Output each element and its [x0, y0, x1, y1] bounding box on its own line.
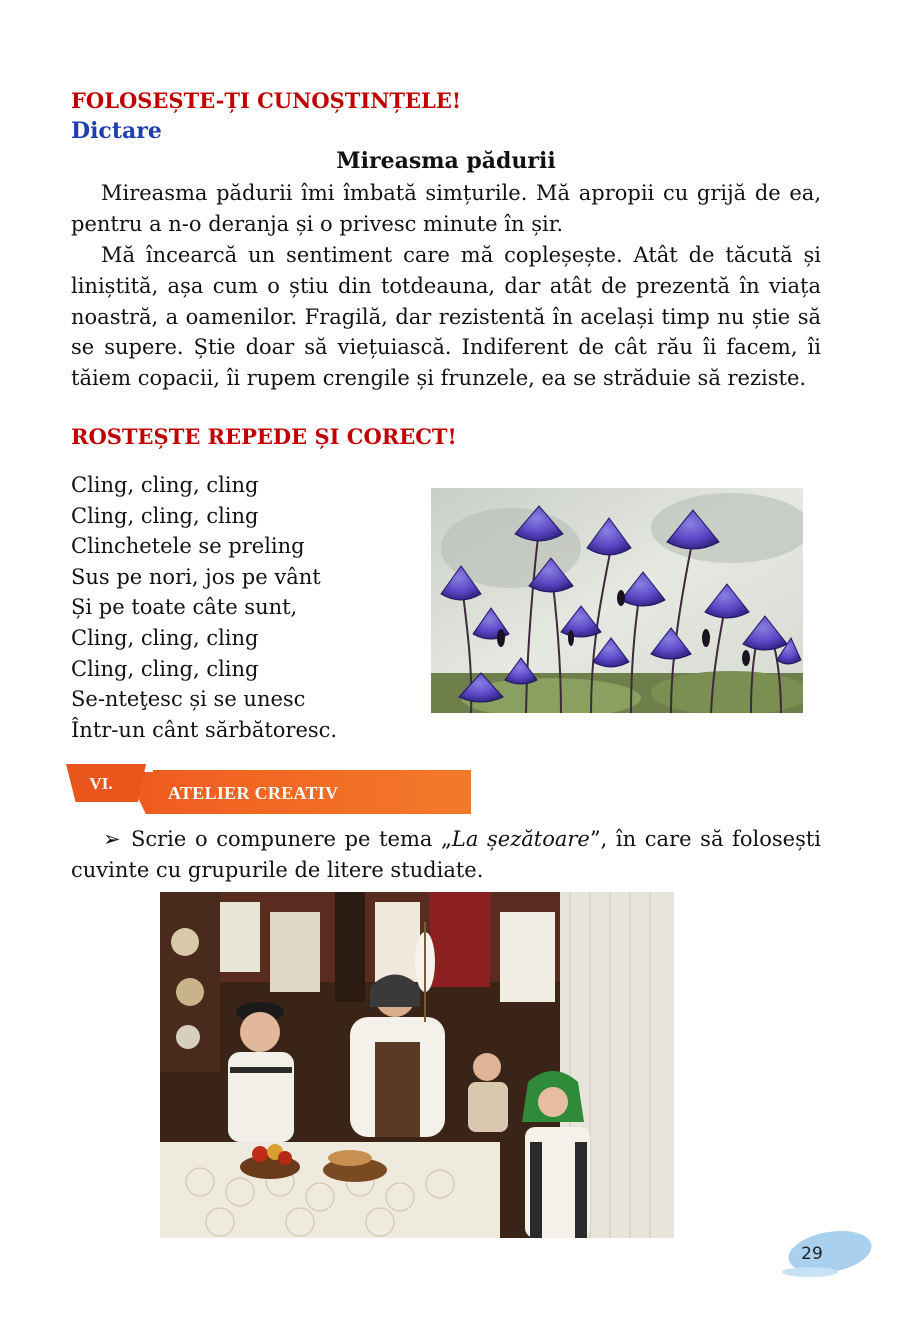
poem-line: Sus pe nori, jos pe vânt [71, 564, 321, 589]
bellflowers-photo [431, 488, 803, 713]
arrow-bullet-icon: ➢ [103, 827, 121, 851]
task-text-before: Scrie o compunere pe tema „ [131, 827, 452, 851]
sezatoare-photo [160, 892, 674, 1238]
use-knowledge-heading: FOLOSEȘTE-ȚI CUNOȘTINȚELE! [71, 88, 462, 113]
atelier-title: ATELIER CREATIV [168, 783, 339, 803]
page-number: 29 [801, 1244, 823, 1264]
poem-line: Cling, cling, cling [71, 625, 259, 650]
atelier-number: VI. [89, 774, 113, 793]
poem-line: Se-nteţesc și se unesc [71, 687, 306, 712]
tongue-twister-heading: ROSTEȘTE REPEDE ȘI CORECT! [71, 424, 457, 449]
poem-line: Cling, cling, cling [71, 473, 259, 497]
task-text-after: ”, în care să folosești cuvinte cu grupurile de litere studiate. [71, 827, 822, 882]
writing-task [71, 824, 821, 886]
poem-line: Cling, cling, cling [71, 503, 259, 528]
dictation-label: Dictare [71, 118, 162, 144]
dictation-paragraph-1: Mireasma pădurii îmi îmbată simțurile. Mă apropii cu grijă de ea, pentru a n-o deranja și o privesc minute în șir. [71, 181, 821, 236]
poem-line: Și pe toate câte sunt, [71, 595, 298, 620]
poem-line: Cling, cling, cling [71, 656, 259, 681]
poem-line: Clinchetele se preling [71, 534, 305, 559]
dictation-paragraph-2: Mă încearcă un sentiment care mă copleșește. Atât de tăcută și liniștită, așa cum o știu din totdeauna, dar atât de prezentă în viața noastră, a oamenilor. Fragilă, dar rezistentă în același timp nu știe să se supere. Știe doar să viețuiască. Indiferent de cât rău îi facem, îi tăiem copacii, îi rupem crengile și frunzele, ea se străduie să reziste. [71, 243, 821, 391]
page-number-badge [780, 1228, 874, 1278]
task-emphasis: La șezătoare [451, 827, 590, 851]
poem-line: Într-un cânt sărbătoresc. [71, 717, 338, 742]
dictation-title: Mireasma pădurii [336, 148, 556, 174]
poem [71, 470, 337, 745]
